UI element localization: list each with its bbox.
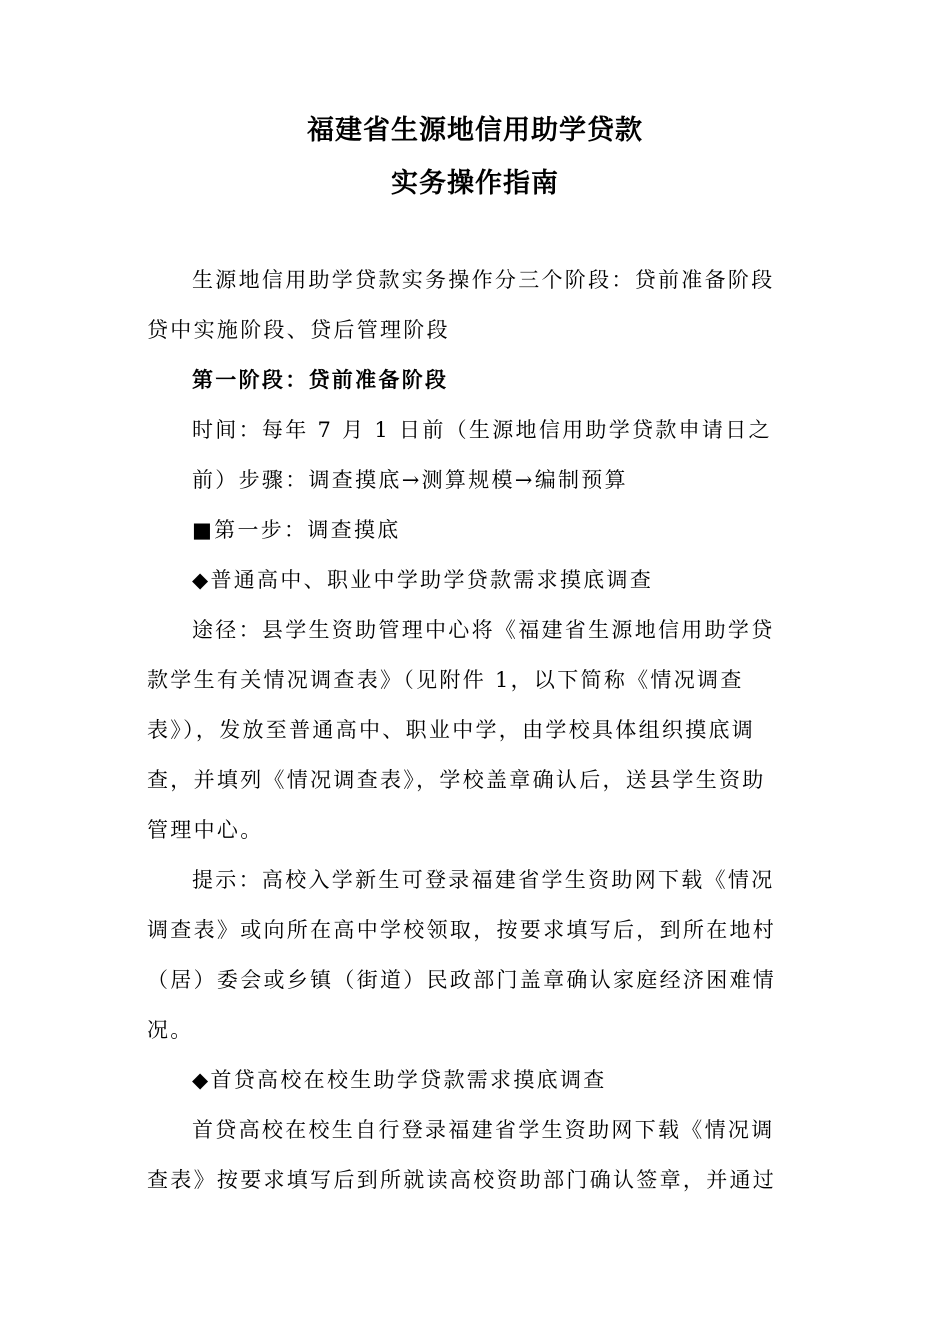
paragraph-line: 提示：高校入学新生可登录福建省学生资助网下载《情况: [192, 868, 775, 892]
paragraph-line: 时间：每年 7 月 1 日前（生源地信用助学贷款申请日之: [192, 418, 772, 442]
document-title-line-1: 福建省生源地信用助学贷款: [307, 115, 643, 146]
paragraph-line: 途径：县学生资助管理中心将《福建省生源地信用助学贷: [192, 618, 775, 642]
step-heading: ■第一步：调查摸底: [192, 518, 401, 542]
subsection-heading: ◆首贷高校在校生助学贷款需求摸底调查: [192, 1068, 607, 1092]
paragraph-line: 前）步骤：调查摸底→测算规模→编制预算: [192, 468, 628, 492]
document-title-line-2: 实务操作指南: [391, 168, 559, 199]
paragraph-line: 表》），发放至普通高中、职业中学，由学校具体组织摸底调: [147, 718, 756, 742]
paragraph-line: 调查表》或向所在高中学校领取，按要求填写后，到所在地村: [147, 918, 777, 942]
subsection-heading: ◆普通高中、职业中学助学贷款需求摸底调查: [192, 568, 654, 592]
paragraph-line: 况。: [147, 1018, 194, 1042]
paragraph-line: 款学生有关情况调查表》（见附件 1，以下简称《情况调查: [147, 668, 744, 692]
section-heading: 第一阶段：贷前准备阶段: [192, 368, 449, 392]
paragraph-line: 管理中心。: [147, 818, 264, 842]
paragraph-line: 首贷高校在校生自行登录福建省学生资助网下载《情况调: [192, 1118, 775, 1142]
paragraph-line: 查表》按要求填写后到所就读高校资助部门确认签章，并通过: [147, 1168, 777, 1192]
paragraph-line: 查，并填列《情况调查表》，学校盖章确认后，送县学生资助: [147, 768, 766, 792]
paragraph-line: 生源地信用助学贷款实务操作分三个阶段：贷前准备阶段: [192, 268, 775, 292]
paragraph-line: 贷中实施阶段、贷后管理阶段: [147, 318, 450, 342]
paragraph-line: （居）委会或乡镇（街道）民政部门盖章确认家庭经济困难情: [147, 968, 777, 992]
